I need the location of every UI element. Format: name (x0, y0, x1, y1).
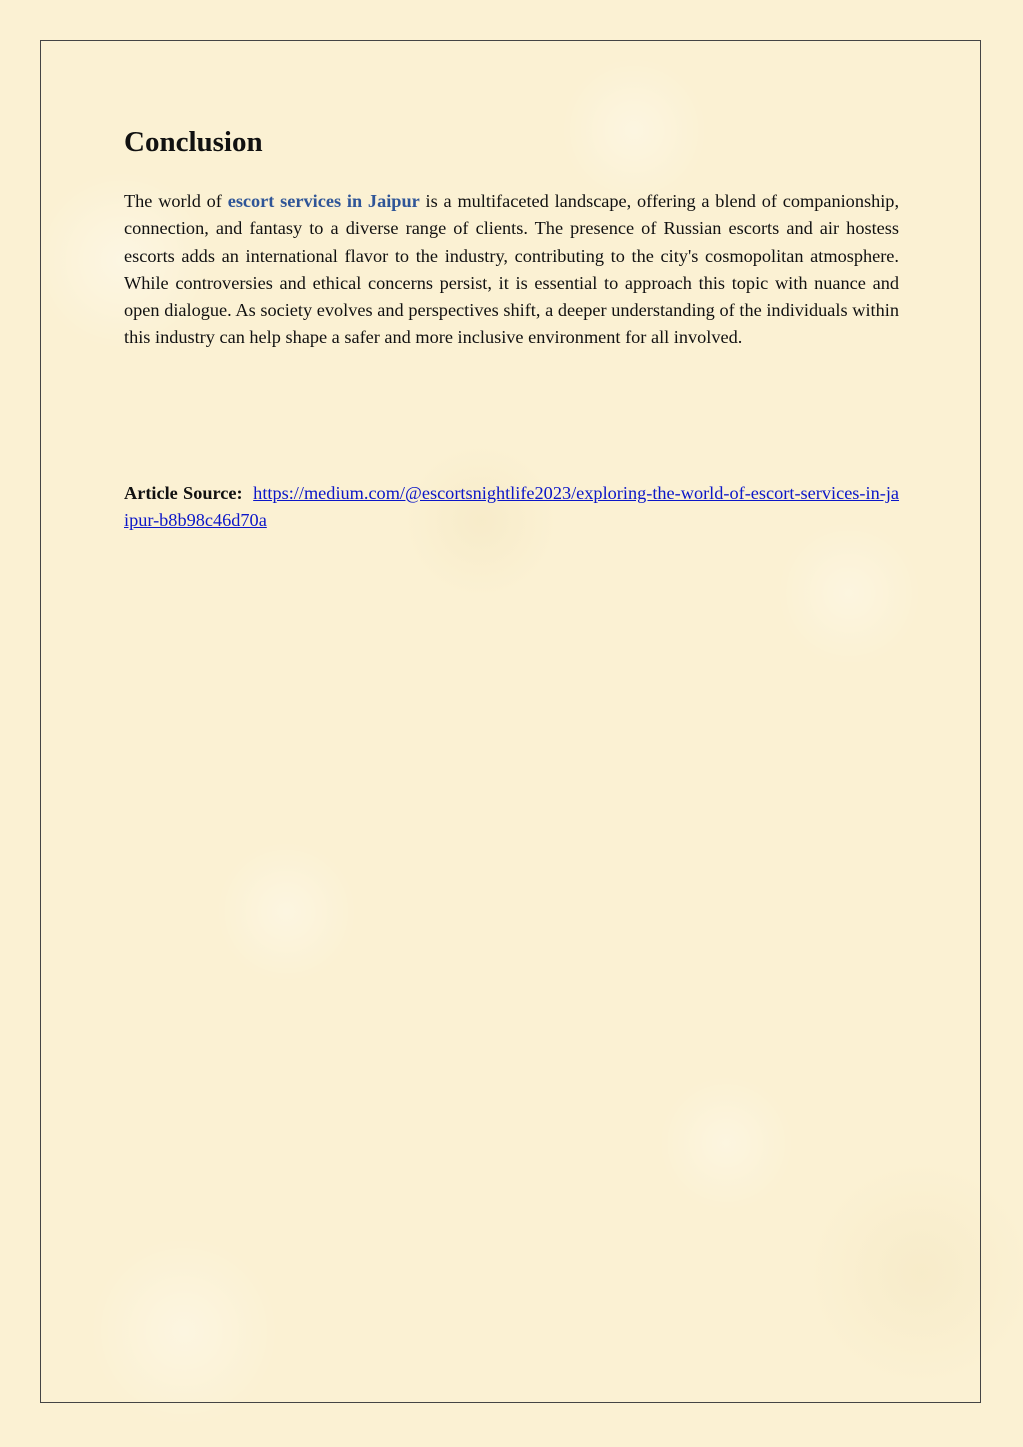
section-heading: Conclusion (124, 126, 263, 158)
paragraph-text-before: The world of (124, 191, 228, 211)
article-source-label: Article Source: (124, 482, 243, 503)
article-source-link[interactable]: https://medium.com/@escortsnightlife2023/exploring-the-world-of-escort-services-in-jaipur-b8b98c46d70a (124, 482, 900, 531)
keyword-highlight: escort services in Jaipur (227, 191, 420, 211)
article-source (124, 480, 899, 535)
document-content (124, 120, 899, 553)
conclusion-paragraph (124, 188, 899, 352)
paragraph-text-after: is a multifaceted landscape, offering a blend of companionship, connection, and fantasy to a diverse range of clients. The presence of Russian escorts and air hostess escorts adds an international flavor to the industry, contributing to the city's cosmopolitan atmosphere. While controversies and ethical concerns persist, it is essential to approach this topic with nuance and open dialogue. As society evolves and perspectives shift, a deeper understanding of the individuals within this industry can help shape a safer and more inclusive environment for all involved. (124, 191, 900, 348)
